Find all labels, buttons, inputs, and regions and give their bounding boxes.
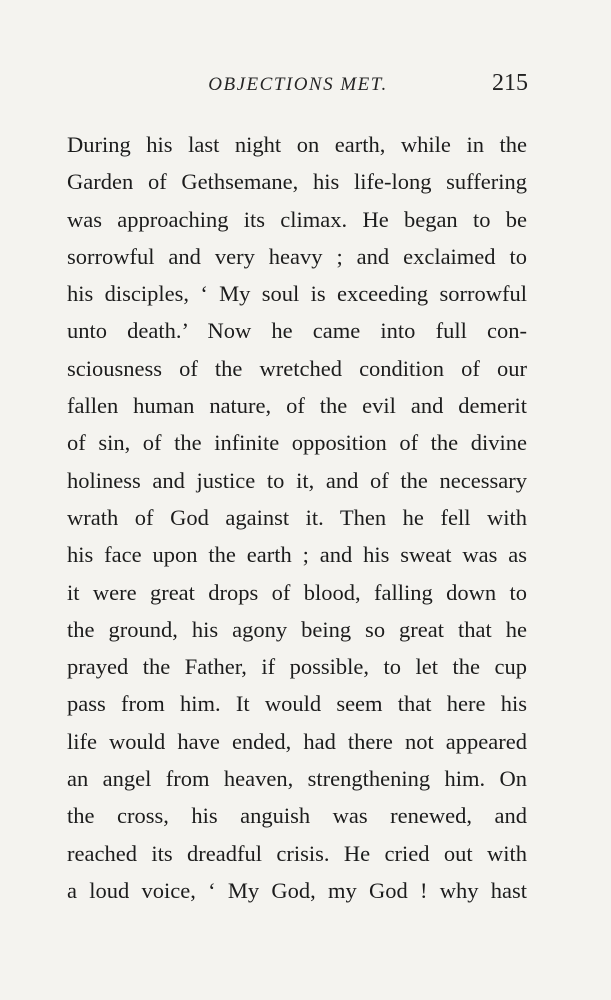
text-line: During his last night on earth, while in the [67, 132, 527, 157]
running-header [68, 70, 528, 104]
text-line: fallen human nature, of the evil and demerit [67, 393, 527, 419]
text-line: an angel from heaven, strengthening him. On [67, 766, 527, 792]
text-line: sorrowful and very heavy ; and exclaimed to [67, 243, 527, 269]
text-line: of sin, of the infinite opposition of the divine [67, 430, 527, 456]
text-line: holiness and justice to it, and of the necessary [67, 467, 527, 493]
text-line: was approaching its climax. He began to be [67, 206, 527, 232]
running-title: OBJECTIONS MET. [208, 74, 388, 95]
text-line: the cross, his anguish was renewed, and [67, 803, 527, 829]
text-line: pass from him. It would seem that here his [67, 691, 527, 717]
text-line: a loud voice, ‘ My God, my God ! why hast [67, 877, 527, 903]
text-line: it were great drops of blood, falling down to [67, 579, 527, 605]
text-line: his face upon the earth ; and his sweat was as [67, 542, 527, 568]
text-line: his disciples, ‘ My soul is exceeding sorrowful [67, 281, 527, 307]
text-line: reached its dreadful crisis. He cried out with [67, 840, 527, 866]
text-line: sciousness of the wretched condition of our [67, 355, 527, 381]
text-line: the ground, his agony being so great that he [67, 616, 527, 642]
text-line: wrath of God against it. Then he fell with [67, 504, 527, 530]
text-line: life would have ended, had there not appeared [67, 728, 527, 754]
page-number: 215 [492, 70, 528, 96]
body-text [67, 126, 527, 909]
text-line: Garden of Gethsemane, his life-long suffering [67, 169, 527, 195]
text-line: prayed the Father, if possible, to let the cup [67, 654, 527, 680]
text-line: unto death.’ Now he came into full con- [67, 318, 527, 344]
